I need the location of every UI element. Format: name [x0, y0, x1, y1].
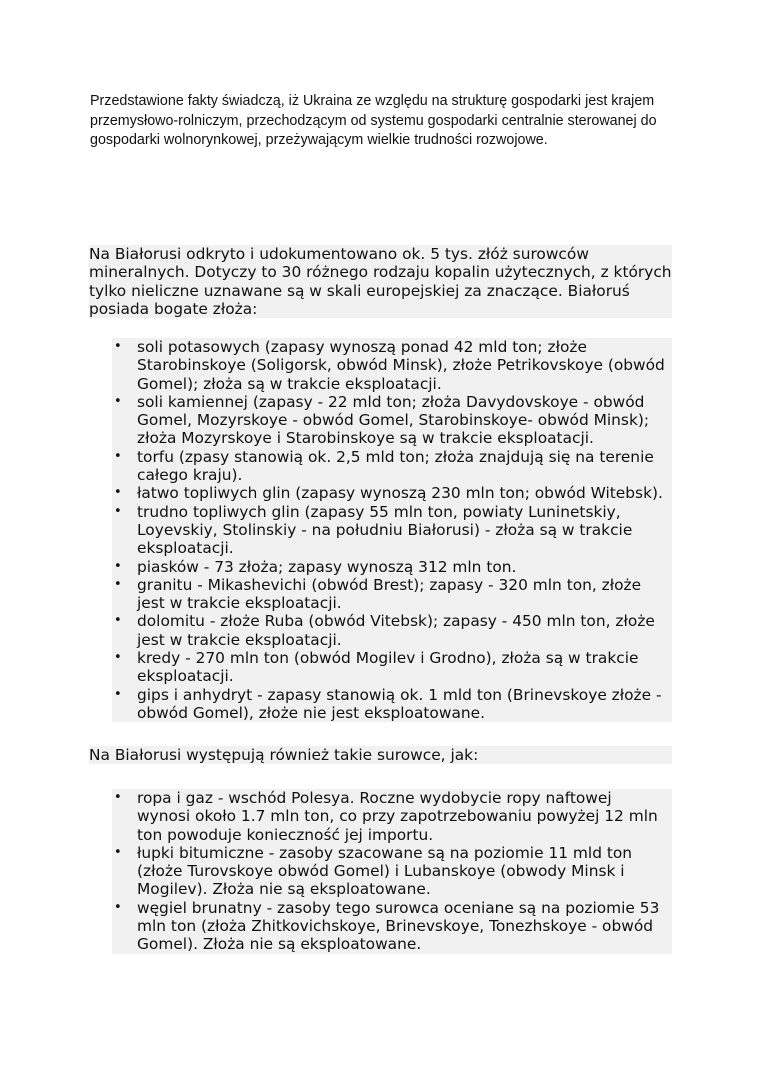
list-item-text: gips i anhydryt - zapasy stanowią ok. 1 mld ton (Brinevskoye złoże - obwód Gomel), złoże nie jest eksploatowane.: [137, 685, 662, 722]
intro-paragraph: Przedstawione fakty świadczą, iż Ukraina ze względu na strukturę gospodarki jest krajem przemysłowo-rolniczym, przechodzącym od systemu gospodarki centralnie sterowanej do gospodarki wolnorynkowej, przeżywającym wielkie trudności rozwojowe.: [90, 93, 657, 148]
bullet-icon: •: [114, 485, 122, 501]
list-item: [112, 789, 672, 844]
list-item: [112, 503, 672, 558]
list-item: [112, 649, 672, 686]
bullet-icon: •: [114, 686, 122, 702]
list-item-text: ropa i gaz - wschód Polesya. Roczne wydobycie ropy naftowej wynosi około 1.7 mln ton, co przy zapotrzebowaniu powyżej 12 mln ton powoduje konieczność jej importu.: [137, 789, 658, 844]
list-item-text: kredy - 270 mln ton (obwód Mogilev i Grodno), złoża są w trakcie eksploatacji.: [137, 649, 639, 686]
list-item: [112, 844, 672, 899]
bullet-icon: •: [114, 650, 122, 666]
list-item: [112, 576, 672, 613]
bullet-icon: •: [114, 393, 122, 409]
bullet-icon: •: [114, 613, 122, 629]
list-item: [112, 338, 672, 393]
list-item: [112, 448, 672, 485]
bullet-icon: •: [114, 339, 122, 354]
list-item-text: soli kamiennej (zapasy - 22 mld ton; złoża Davydovskoye - obwód Gomel, Mozyrskoye - obwód Gomel, Starobinskoye- obwód Minsk); złoża Mozyrskoye i Starobinskoye są w trakcie eksploatacji.: [137, 392, 650, 448]
bullet-icon: •: [114, 503, 122, 519]
bullet-icon: •: [114, 576, 122, 592]
other-resources-paragraph: Na Białorusi występują również takie surowce, jak:: [89, 746, 672, 764]
mineral-deposits-list: [112, 338, 672, 722]
bullet-icon: •: [114, 790, 122, 805]
belarus-intro-paragraph: Na Białorusi odkryto i udokumentowano ok. 5 tys. złóż surowców mineralnych. Dotyczy to 30 różnego rodzaju kopalin użytecznych, z których tylko nieliczne uznawane są w skali europejskiej za znaczące. Białoruś posiada bogate złoża:: [89, 245, 672, 318]
list-item: [112, 899, 672, 954]
list-item-text: trudno topliwych glin (zapasy 55 mln ton, powiaty Luninetskiy, Loyevskiy, Stolinskiy - na południu Białorusi) - złoża są w trakcie eksploatacji.: [137, 502, 633, 558]
list-item-text: granitu - Mikashevichi (obwód Brest); zapasy - 320 mln ton, złoże jest w trakcie eksploatacji.: [137, 575, 642, 613]
list-item-text: piasków - 73 złoża; zapasy wynoszą 312 mln ton.: [137, 557, 517, 576]
list-item-text: łatwo topliwych glin (zapasy wynoszą 230 mln ton; obwód Witebsk).: [137, 484, 663, 503]
list-item-text: torfu (zpasy stanowią ok. 2,5 mld ton; złoża znajdują się na terenie całego kraju).: [137, 447, 654, 485]
bullet-icon: •: [114, 448, 122, 464]
bullet-icon: •: [114, 899, 122, 915]
bullet-icon: •: [114, 558, 122, 574]
list-item: [112, 686, 672, 723]
list-item-text: łupki bitumiczne - zasoby szacowane są na poziomie 11 mld ton (złoże Turovskoye obwód Gomel) i Lubanskoye (obwody Minsk i Mogilev). Złoża nie są eksploatowane.: [137, 843, 633, 899]
list-item-text: soli potasowych (zapasy wynoszą ponad 42 mld ton; złoże Starobinskoye (Soligorsk, obwód Minsk), złoże Petrikovskoye (obwód Gomel); złoża są w trakcie eksploatacji.: [137, 338, 665, 393]
list-item: [112, 484, 672, 502]
list-item: [112, 612, 672, 649]
list-item: [112, 558, 672, 576]
other-resources-list: [112, 789, 672, 954]
list-item-text: węgiel brunatny - zasoby tego surowca oceniane są na poziomie 53 mln ton (złoża Zhitkovichskoye, Brinevskoye, Tonezhskoye - obwód Gomel). Złoża nie są eksploatowane.: [137, 898, 660, 954]
bullet-icon: •: [114, 844, 122, 860]
list-item-text: dolomitu - złoże Ruba (obwód Vitebsk); zapasy - 450 mln ton, złoże jest w trakcie eksploatacji.: [137, 612, 655, 649]
list-item: [112, 393, 672, 448]
